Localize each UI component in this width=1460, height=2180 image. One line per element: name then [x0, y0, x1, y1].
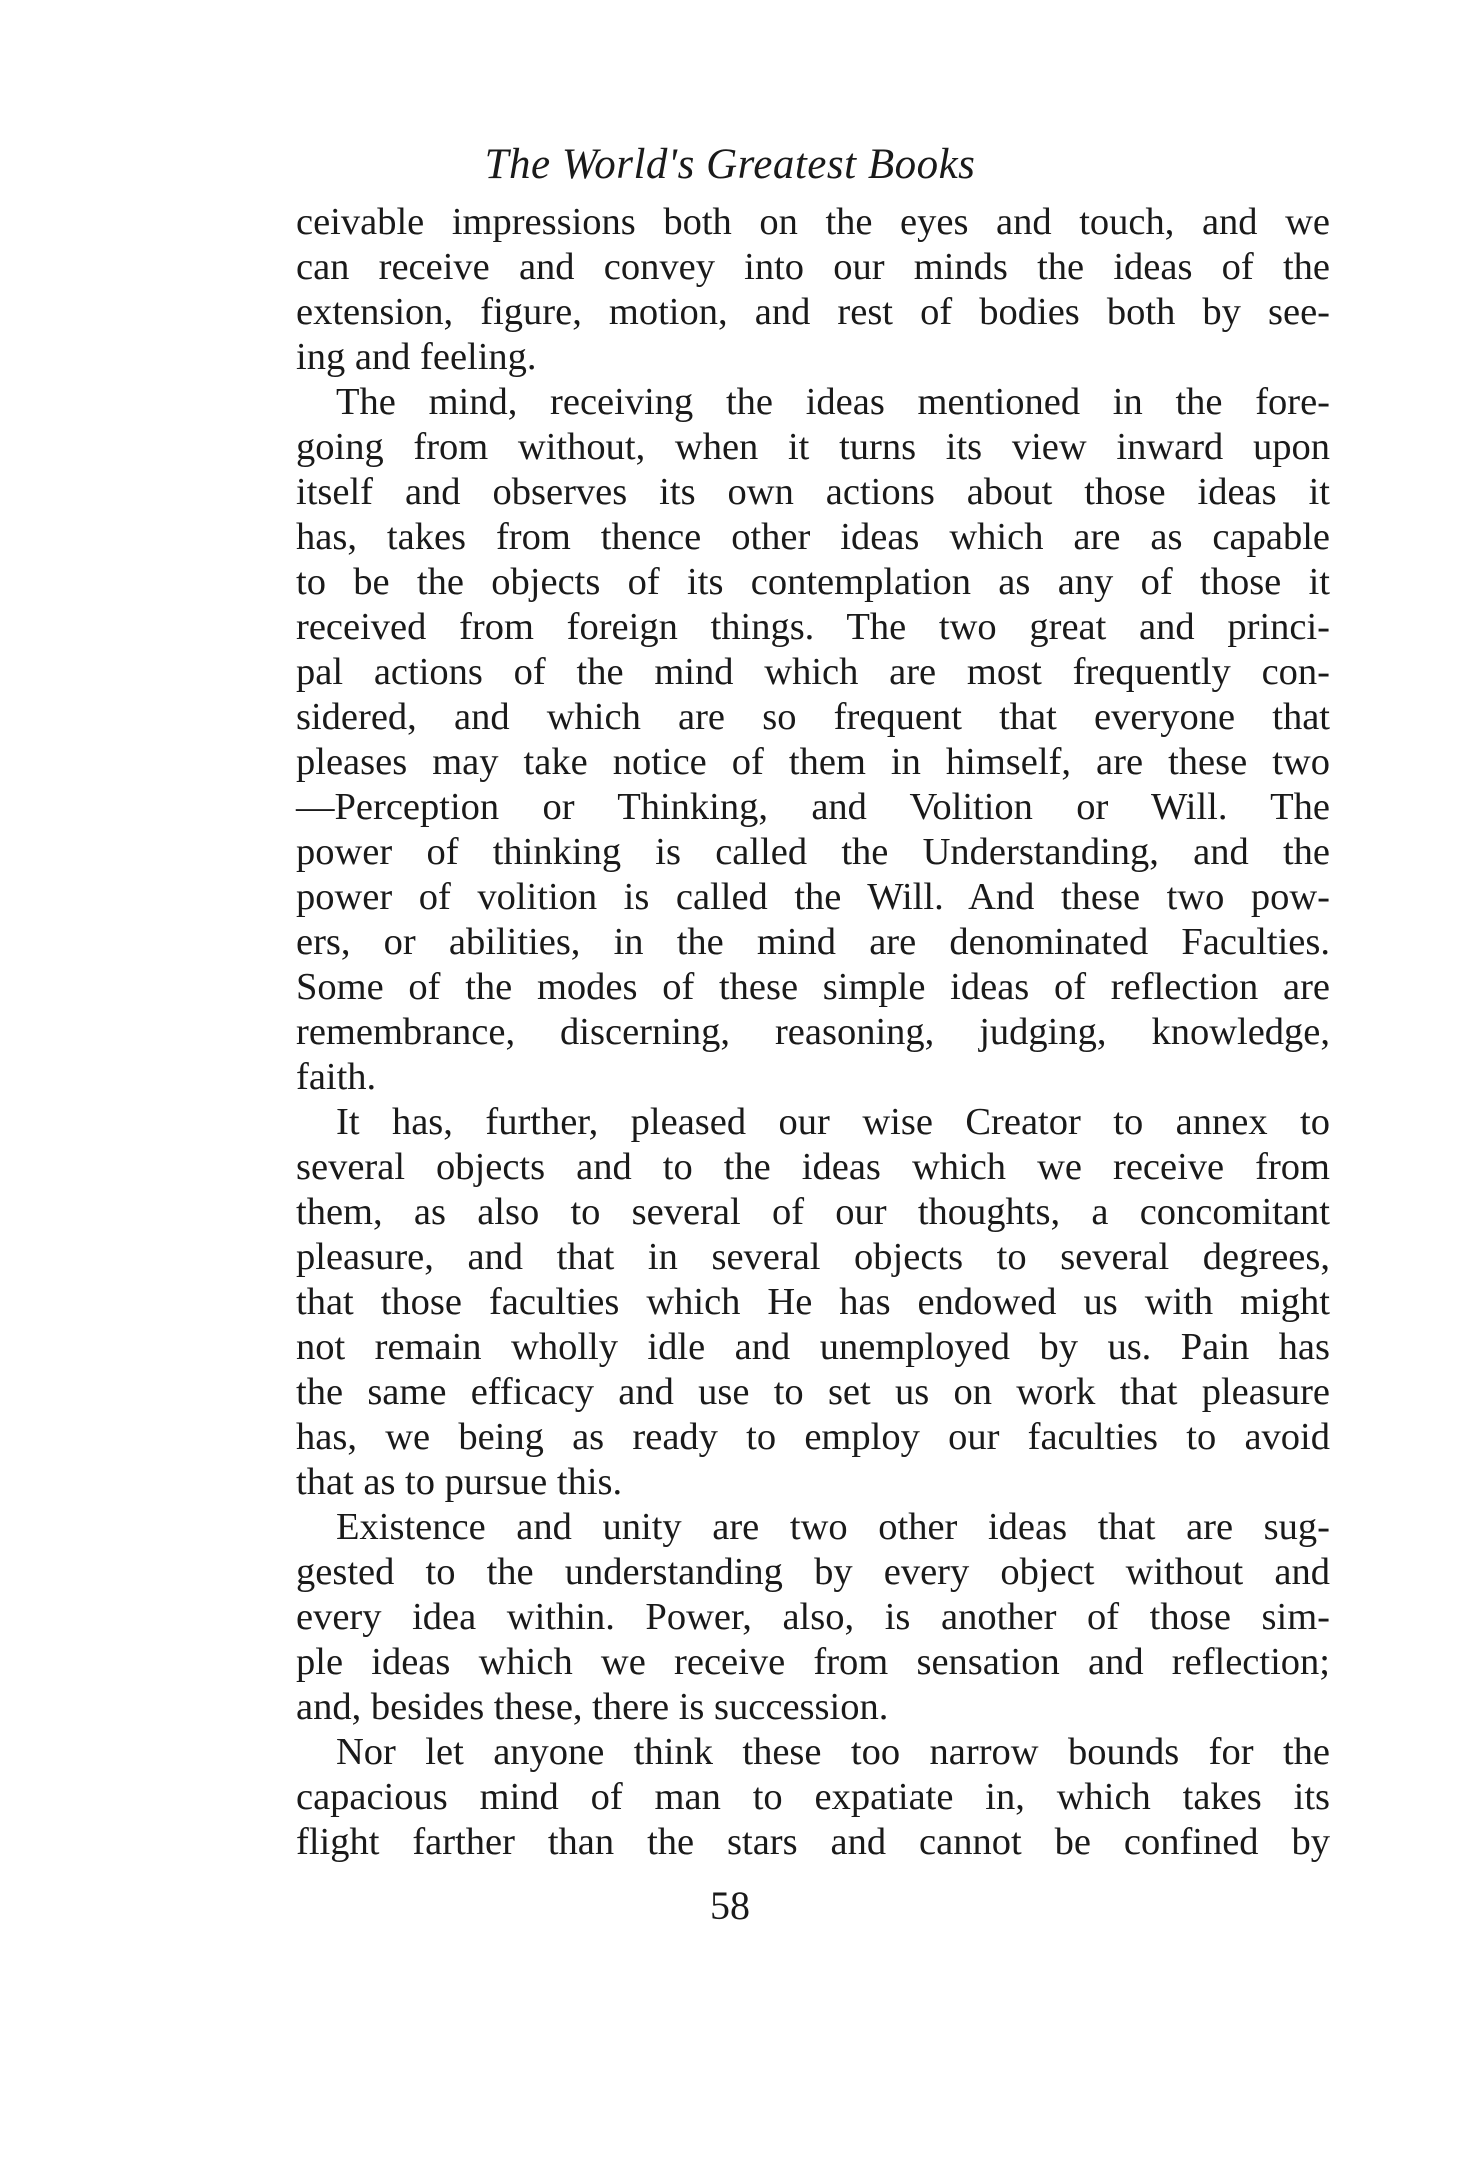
text-line: has, we being as ready to employ our faculties to avoid: [296, 1416, 1330, 1458]
text-line: them, as also to several of our thoughts, a concomitant: [296, 1191, 1330, 1233]
paragraph: [296, 200, 1330, 380]
text-line: Existence and unity are two other ideas that are sug-: [336, 1506, 1330, 1548]
text-line: remembrance, discerning, reasoning, judging, knowledge,: [296, 1011, 1330, 1053]
text-line: that as to pursue this.: [296, 1461, 623, 1503]
text-line: extension, figure, motion, and rest of bodies both by see-: [296, 291, 1330, 333]
text-line: ers, or abilities, in the mind are denominated Faculties.: [296, 921, 1330, 963]
page-number: 58: [710, 1883, 750, 1928]
text-line: itself and observes its own actions about those ideas it: [296, 471, 1330, 513]
text-line: the same efficacy and use to set us on work that pleasure: [296, 1371, 1330, 1413]
text-line: can receive and convey into our minds the ideas of the: [296, 246, 1330, 288]
paragraph: [296, 1505, 1330, 1730]
text-line: sidered, and which are so frequent that everyone that: [296, 696, 1330, 738]
text-line: pleases may take notice of them in himself, are these two: [296, 741, 1330, 783]
text-line: gested to the understanding by every object without and: [296, 1551, 1330, 1593]
text-line: not remain wholly idle and unemployed by us. Pain has: [296, 1326, 1330, 1368]
text-line: ple ideas which we receive from sensation and reflection;: [296, 1641, 1330, 1683]
running-title: The World's Greatest Books: [484, 141, 976, 188]
text-line: to be the objects of its contemplation as any of those it: [296, 561, 1330, 603]
text-line: Some of the modes of these simple ideas of reflection are: [296, 966, 1330, 1008]
text-line: ceivable impressions both on the eyes and touch, and we: [296, 201, 1330, 243]
text-line: pleasure, and that in several objects to several degrees,: [296, 1236, 1330, 1278]
text-line: that those faculties which He has endowed us with might: [296, 1281, 1330, 1323]
text-line: capacious mind of man to expatiate in, which takes its: [296, 1776, 1330, 1818]
text-line: It has, further, pleased our wise Creator to annex to: [336, 1101, 1330, 1143]
text-line: ing and feeling.: [296, 336, 537, 378]
text-line: pal actions of the mind which are most frequently con-: [296, 651, 1330, 693]
text-line: flight farther than the stars and cannot be confined by: [296, 1821, 1330, 1863]
text-line: and, besides these, there is succession.: [296, 1686, 889, 1728]
text-line: several objects and to the ideas which we receive from: [296, 1146, 1330, 1188]
text-line: The mind, receiving the ideas mentioned in the fore-: [336, 381, 1330, 423]
paragraph: [296, 1730, 1330, 1865]
text-line: going from without, when it turns its view inward upon: [296, 426, 1330, 468]
body-text: [296, 200, 1330, 1865]
text-line: power of volition is called the Will. And these two pow-: [296, 876, 1330, 918]
text-line: Nor let anyone think these too narrow bounds for the: [336, 1731, 1330, 1773]
text-line: faith.: [296, 1056, 377, 1098]
text-line: has, takes from thence other ideas which are as capable: [296, 516, 1330, 558]
paragraph: [296, 380, 1330, 1100]
text-line: —Perception or Thinking, and Volition or Will. The: [296, 786, 1330, 828]
text-line: power of thinking is called the Understanding, and the: [296, 831, 1330, 873]
text-line: received from foreign things. The two great and princi-: [296, 606, 1330, 648]
paragraph: [296, 1100, 1330, 1505]
text-line: every idea within. Power, also, is another of those sim-: [296, 1596, 1330, 1638]
